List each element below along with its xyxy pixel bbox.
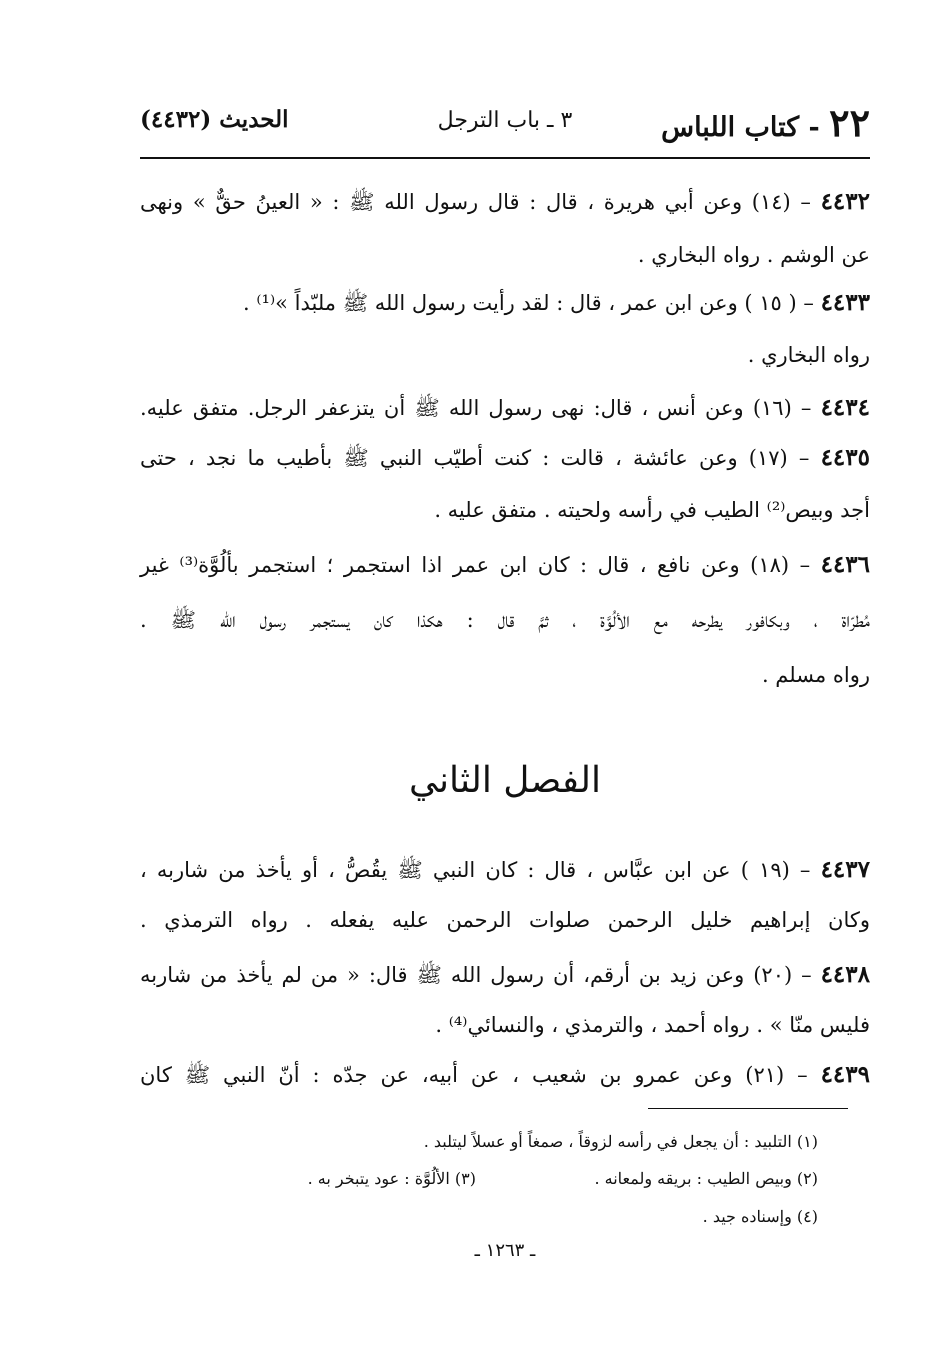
chapter-number: ٢٢ <box>829 100 870 145</box>
hadith-text: – (١٦) وعن أنس ، قال: نهى رسول الله ﷺ أن يتزعفر الرجل. متفق عليه. <box>140 396 812 420</box>
hadith-4433-line-1 <box>140 288 870 318</box>
hadith-4438-line-2: فليس منّا » . رواه أحمد ، والترمذي ، والنسائي⁽⁴⁾ . <box>435 1013 870 1037</box>
hadith-4439-line-1 <box>140 1060 870 1090</box>
hadith-text: – ( ١٥ ) وعن ابن عمر ، قال : لقد رأيت رسول الله ﷺ ملبّداً »⁽¹⁾ . <box>243 291 814 315</box>
hadith-4432-line-2: عن الوشم . رواه البخاري . <box>637 243 870 267</box>
chapter-title: - كتاب اللباس <box>661 112 820 143</box>
hadith-4436-line-2: مُطرّاة ، وبكافور يطرحه مع الألُوَّة ، ثمَّ قال : هكذا كان يستجمر رسول الله ﷺ . <box>140 608 870 632</box>
hadith-range: الحديث (٤٤٣٢) <box>140 106 289 133</box>
chapter-heading <box>661 100 870 145</box>
hadith-4437-line-1 <box>140 855 870 885</box>
hadith-number: ٤٤٣٨ <box>820 961 870 988</box>
footnote-2: (٢) وبيص الطيب : بريقه ولمعانه . <box>594 1169 818 1188</box>
hadith-text: – (١٤) وعن أبي هريرة ، قال : قال رسول الله ﷺ : « العينُ حقٌّ » ونهى <box>140 190 811 214</box>
running-header <box>140 100 870 148</box>
hadith-text: – (١٩ ) عن ابن عبَّاس ، قال : كان النبي ﷺ يقُصُّ ، أو يأخذ من شاربه ، <box>140 858 811 882</box>
hadith-number: ٤٤٣٦ <box>820 551 871 578</box>
hadith-4434-line-1 <box>140 393 870 423</box>
section-title: الفصل الثاني <box>409 760 601 801</box>
page-number: ـ ١٢٦٣ ـ <box>474 1240 536 1261</box>
hadith-4438-line-1 <box>140 960 870 990</box>
hadith-4436-line-1 <box>140 550 870 580</box>
hadith-4432-line-1 <box>140 187 870 217</box>
hadith-number: ٤٤٣٥ <box>820 444 870 471</box>
hadith-4436-line-3: رواه مسلم . <box>761 663 870 687</box>
section-heading: ٣ ـ باب الترجل <box>437 108 573 133</box>
hadith-text: – (٢٠) وعن زيد بن أرقم، أن رسول الله ﷺ قال: « من لم يأخذ من شاربه <box>140 963 812 987</box>
footnote-1: (١) التلبيد : أن يجعل في رأسه لزوقاً ، صمغاً أو عسلاً ليتلبد . <box>423 1132 818 1151</box>
hadith-4435-line-2: أجد وبيص⁽²⁾ الطيب في رأسه ولحيته . متفق عليه . <box>434 498 870 522</box>
hadith-text: – (١٨) وعن نافع ، قال : كان ابن عمر اذا استجمر ؛ استجمر بألُوَّة⁽³⁾ غير <box>140 553 811 577</box>
hadith-number: ٤٤٣٤ <box>820 394 870 421</box>
hadith-text: – (١٧) وعن عائشة ، قالت : كنت أطيّب النبي ﷺ بأطيب ما نجد ، حتى <box>140 446 810 470</box>
header-rule <box>140 157 870 159</box>
footnote-3: (٣) الألُوَّة : عود يتبخر به . <box>307 1169 476 1188</box>
footnote-4: (٤) وإسناده جيد . <box>702 1207 818 1226</box>
footnote-rule <box>648 1108 848 1109</box>
hadith-4433-line-2: رواه البخاري . <box>747 343 870 367</box>
hadith-number: ٤٤٣٩ <box>820 1061 870 1088</box>
hadith-number: ٤٤٣٣ <box>820 289 870 316</box>
hadith-number: ٤٤٣٢ <box>820 188 870 215</box>
hadith-4437-line-2: وكان إبراهيم خليل الرحمن صلوات الرحمن عليه يفعله . رواه الترمذي . <box>140 908 870 932</box>
hadith-4435-line-1 <box>140 443 870 473</box>
hadith-text: – (٢١) وعن عمرو بن شعيب ، عن أبيه، عن جدّه : أنّ النبي ﷺ كان <box>140 1063 808 1087</box>
hadith-number: ٤٤٣٧ <box>820 856 870 883</box>
